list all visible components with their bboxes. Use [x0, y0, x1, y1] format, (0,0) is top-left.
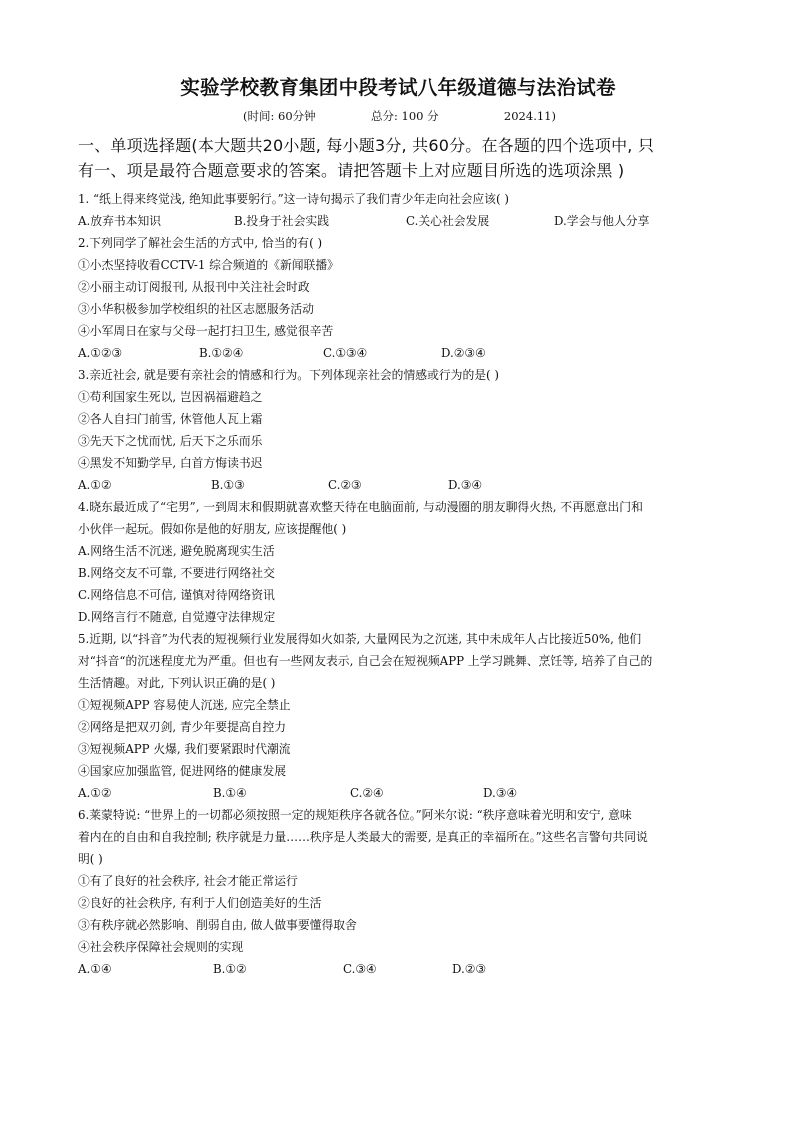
answer-option: A.①②③: [78, 346, 122, 360]
question-stem-line: 明( ): [78, 852, 103, 866]
answer-option: A.①②: [78, 786, 112, 800]
question-stem-line: 对“抖音“的沉迷程度尤为严重。但也有一些网友表示, 自己会在短视频APP 上学习跳舞、烹饪等, 培养了自己的: [78, 654, 653, 668]
question-stem-line: 3.亲近社会, 就是要有亲社会的情感和行为。下列体现亲社会的情感或行为的是( ): [78, 368, 500, 382]
answer-options: [78, 958, 723, 980]
exam-title: 实验学校教育集团中段考试八年级道德与法治试卷: [180, 76, 616, 99]
answer-option: B.①③: [211, 478, 245, 492]
answer-option: D.③④: [483, 786, 517, 800]
answer-option: D.②③: [452, 962, 486, 976]
question-1: [78, 188, 723, 232]
question-item: ③先天下之忧而忧, 后天下之乐而乐: [78, 434, 263, 448]
question-item: ③短视频APP 火爆, 我们要紧跟时代潮流: [78, 742, 291, 756]
answer-option: C.③④: [343, 962, 377, 976]
answer-options: [78, 342, 723, 364]
answer-option: D.②③④: [441, 346, 486, 360]
question-item: ④国家应加强监管, 促进网络的健康发展: [78, 764, 287, 778]
question-stem-line: 小伙伴一起玩。假如你是他的好朋友, 应该提醒他( ): [78, 522, 347, 536]
question-stem-line: 4.晓东最近成了“宅男”, 一到周末和假期就喜欢整天待在电脑面前, 与动漫圈的朋友聊得火热, 不再愿意出门和: [78, 500, 643, 514]
question-item: ④黑发不知勤学早, 白首方悔读书迟: [78, 456, 263, 470]
answer-option: C.关心社会发展: [406, 214, 490, 228]
question-item: ①小杰坚持收看CCTV-1 综合频道的《新闻联播》: [78, 258, 339, 272]
question-item: ②良好的社会秩序, 有利于人们创造美好的生活: [78, 896, 322, 910]
question-stem-line: 2.下列同学了解社会生活的方式中, 恰当的有( ): [78, 236, 323, 250]
exam-score: 总分: 100 分: [370, 109, 439, 123]
answer-option: B.①②④: [199, 346, 244, 360]
question-stem-line: 1. “纸上得来终觉浅, 绝知此事要躬行。”这一诗句揭示了我们青少年走向社会应该( ): [78, 192, 509, 206]
answer-option: B.投身于社会实践: [234, 214, 329, 228]
question-item: ①苟利国家生死以, 岂因祸福避趋之: [78, 390, 263, 404]
question-item: D.网络言行不随意, 自觉遵守法律规定: [78, 610, 276, 624]
question-item: B.网络交友不可靠, 不要进行网络社交: [78, 566, 275, 580]
section-line-2: 有一、项是最符合题意要求的答案。请把答题卡上对应题目所选的选项涂黑 ): [78, 161, 625, 180]
answer-option: B.①④: [213, 786, 247, 800]
answer-options: [78, 210, 723, 232]
question-3: [78, 364, 723, 496]
question-item: ④小军周日在家与父母一起打扫卫生, 感觉很辛苦: [78, 324, 334, 338]
answer-option: C.②③: [328, 478, 362, 492]
question-4: [78, 496, 723, 628]
exam-time: (时间: 60分钟: [243, 109, 316, 123]
question-item: ③有秩序就必然影响、削弱自由, 做人做事要懂得取舍: [78, 918, 357, 932]
answer-option: B.①②: [213, 962, 247, 976]
question-stem-line: 着内在的自由和自我控制; 秩序就是力量……秩序是人类最大的需要, 是真正的幸福所在。”这些名言警句共同说: [78, 830, 648, 844]
question-2: [78, 232, 723, 364]
answer-option: D.③④: [448, 478, 482, 492]
question-item: ④社会秩序保障社会规则的实现: [78, 940, 244, 954]
question-stem-line: 6.莱蒙特说: “世界上的一切都必须按照一定的规矩秩序各就各位。”阿米尔说: “秩序意味着光明和安宁, 意味: [78, 808, 632, 822]
answer-options: [78, 782, 723, 804]
exam-date: 2024.11): [503, 109, 556, 123]
question-item: ③小华积极参加学校组织的社区志愿服务活动: [78, 302, 314, 316]
answer-option: A.放弃书本知识: [78, 214, 162, 228]
answer-option: A.①②: [78, 478, 112, 492]
answer-option: C.②④: [350, 786, 384, 800]
question-6: [78, 804, 723, 980]
exam-info: [243, 108, 556, 124]
section-instructions: [78, 133, 723, 183]
question-item: ①短视频APP 容易使人沉迷, 应完全禁止: [78, 698, 291, 712]
question-item: ①有了良好的社会秩序, 社会才能正常运行: [78, 874, 298, 888]
section-line-1: 一、单项选择题(本大题共20小题, 每小题3分, 共60分。在各题的四个选项中, 只: [78, 136, 655, 155]
question-item: A.网络生活不沉迷, 避免脱离现实生活: [78, 544, 275, 558]
question-item: C.网络信息不可信, 谨慎对待网络资讯: [78, 588, 275, 602]
question-stem-line: 生活情趣。对此, 下列认识正确的是( ): [78, 676, 276, 690]
answer-option: D.学会与他人分享: [554, 214, 650, 228]
question-item: ②各人自扫门前雪, 休管他人瓦上霜: [78, 412, 263, 426]
question-list: [78, 188, 723, 980]
answer-option: C.①③④: [323, 346, 368, 360]
answer-options: [78, 474, 723, 496]
question-5: [78, 628, 723, 804]
question-item: ②网络是把双刃剑, 青少年要提高自控力: [78, 720, 287, 734]
answer-option: A.①④: [78, 962, 112, 976]
question-stem-line: 5.近期, 以“抖音”为代表的短视频行业发展得如火如荼, 大量网民为之沉迷, 其中未成年人占比接近50%, 他们: [78, 632, 642, 646]
question-item: ②小丽主动订阅报刊, 从报刊中关注社会时政: [78, 280, 310, 294]
